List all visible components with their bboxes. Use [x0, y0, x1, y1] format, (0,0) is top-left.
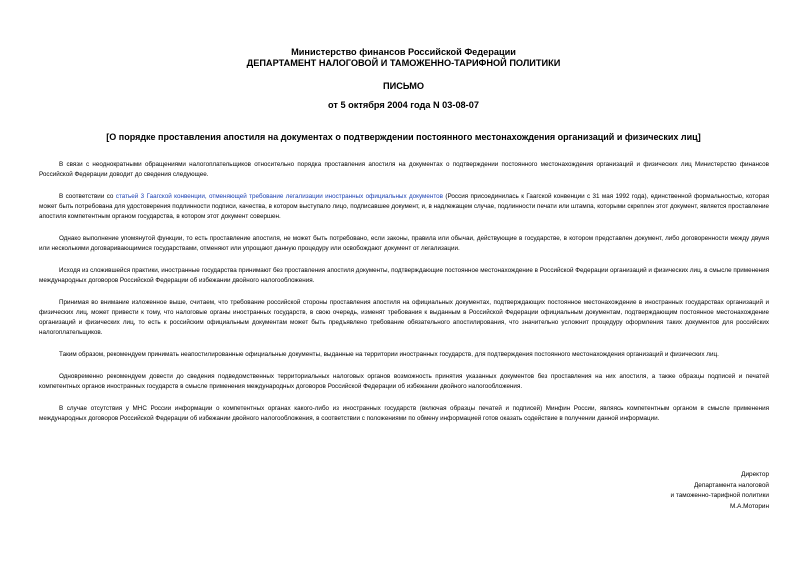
signature-position: Директор	[741, 471, 769, 478]
paragraph-8: В случае отсутствия у МНС России информации о компетентных органах какого-либо из иностранных государств (включая образцы печатей и подписей) Минфин России, являясь компетентным органом в смысле применения международных договоров Российской Федерации об избежании двойного налогообложения, в соответствии с положениями по обмену информацией готов оказать содействие в получении данной информации.	[39, 405, 769, 422]
document-subject: [О порядке проставления апостиля на документах о подтверждении постоянного местонахождения организаций и физических лиц]	[106, 132, 701, 142]
paragraph-2-text-before: В соответствии со	[59, 193, 116, 200]
signature-department: Департамента налоговой	[693, 481, 769, 489]
signature-block	[671, 470, 769, 512]
paragraph-1: В связи с неоднократными обращениями налогоплательщиков относительно порядка проставления апостиля на документах о подтверждении постоянного местонахождения организаций и физических лиц Министерство финансов Российской Федерации доводит до сведения следующее.	[39, 161, 769, 178]
document-type: ПИСЬМО	[382, 81, 425, 91]
paragraph-7: Одновременно рекомендуем довести до сведения подведомственных территориальных налоговых органов возможность принятия указанных документов без проставления на них апостиля, а также образцы подписей и печатей компетентных органов иностранных государств в смысле применения международных договоров Российской Федерации об избежании двойного налогообложения.	[39, 373, 769, 390]
document-body	[39, 160, 769, 436]
paragraph-5: Принимая во внимание изложенное выше, считаем, что требование российской стороны проставления апостиля на официальных документах, подтверждающих постоянное местонахождение в иностранных государствах организаций и физических лиц, может привести к тому, что налоговые органы иностранных государств, в свою очередь, изменят требования к выданным в Российской Федерации официальным документам, подтверждающим постоянное местонахождение организаций и физических лиц, то есть к российским официальным документам может быть предъявлено требование обязательного апостилирования, что значительно усложнит процедуру оформления таких документов для российских налогоплательщиков.	[39, 299, 769, 336]
paragraph-6: Таким образом, рекомендуем принимать неапостилированные официальные документы, выданные на территории иностранных государств, для подтверждения постоянного местонахождения организаций и физических лиц.	[59, 351, 719, 358]
signature-department-cont: и таможенно-тарифной политики	[670, 492, 769, 499]
signature-name: М.А.Моторин	[729, 502, 769, 510]
ministry-title: Министерство финансов Российской Федерации	[291, 47, 516, 57]
paragraph-2-text-after: (Россия присоединилась к Гаагской конвенции с 31 мая 1992 года), единственной формальностью, которая может быть потребована для удостоверения подлинности подписи, качества, в котором выступало лицо, подписавшее документ, и, в надлежащем случае, подлинности печати или штампа, которыми скреплен этот документ, является проставление апостиля компетентным органом государства, в котором этот документ совершен.	[39, 193, 769, 220]
department-title: ДЕПАРТАМЕНТ НАЛОГОВОЙ И ТАМОЖЕННО-ТАРИФНОЙ ПОЛИТИКИ	[246, 58, 561, 68]
paragraph-4: Исходя из сложившейся практики, иностранные государства принимают без проставления апостиля документы, подтверждающие постоянное местонахождение в Российской Федерации организаций и физических лиц, в смысле применения международных договоров Российской Федерации об избежании двойного налогообложения.	[39, 267, 769, 284]
hague-convention-link[interactable]: статьей 3 Гаагской конвенции, отменяющей требование легализации иностранных официальных документов	[115, 193, 444, 200]
document-date-number: от 5 октября 2004 года N 03-08-07	[328, 100, 479, 110]
paragraph-2	[39, 192, 769, 222]
paragraph-3: Однако выполнение упомянутой функции, то есть проставление апостиля, не может быть потребовано, если законы, правила или обычаи, действующие в государстве, в котором представлен документ, либо договоренности между двумя или несколькими договаривающимися государствами, отменяют или упрощают данную процедуру или освобождают документ от легализации.	[39, 235, 769, 252]
